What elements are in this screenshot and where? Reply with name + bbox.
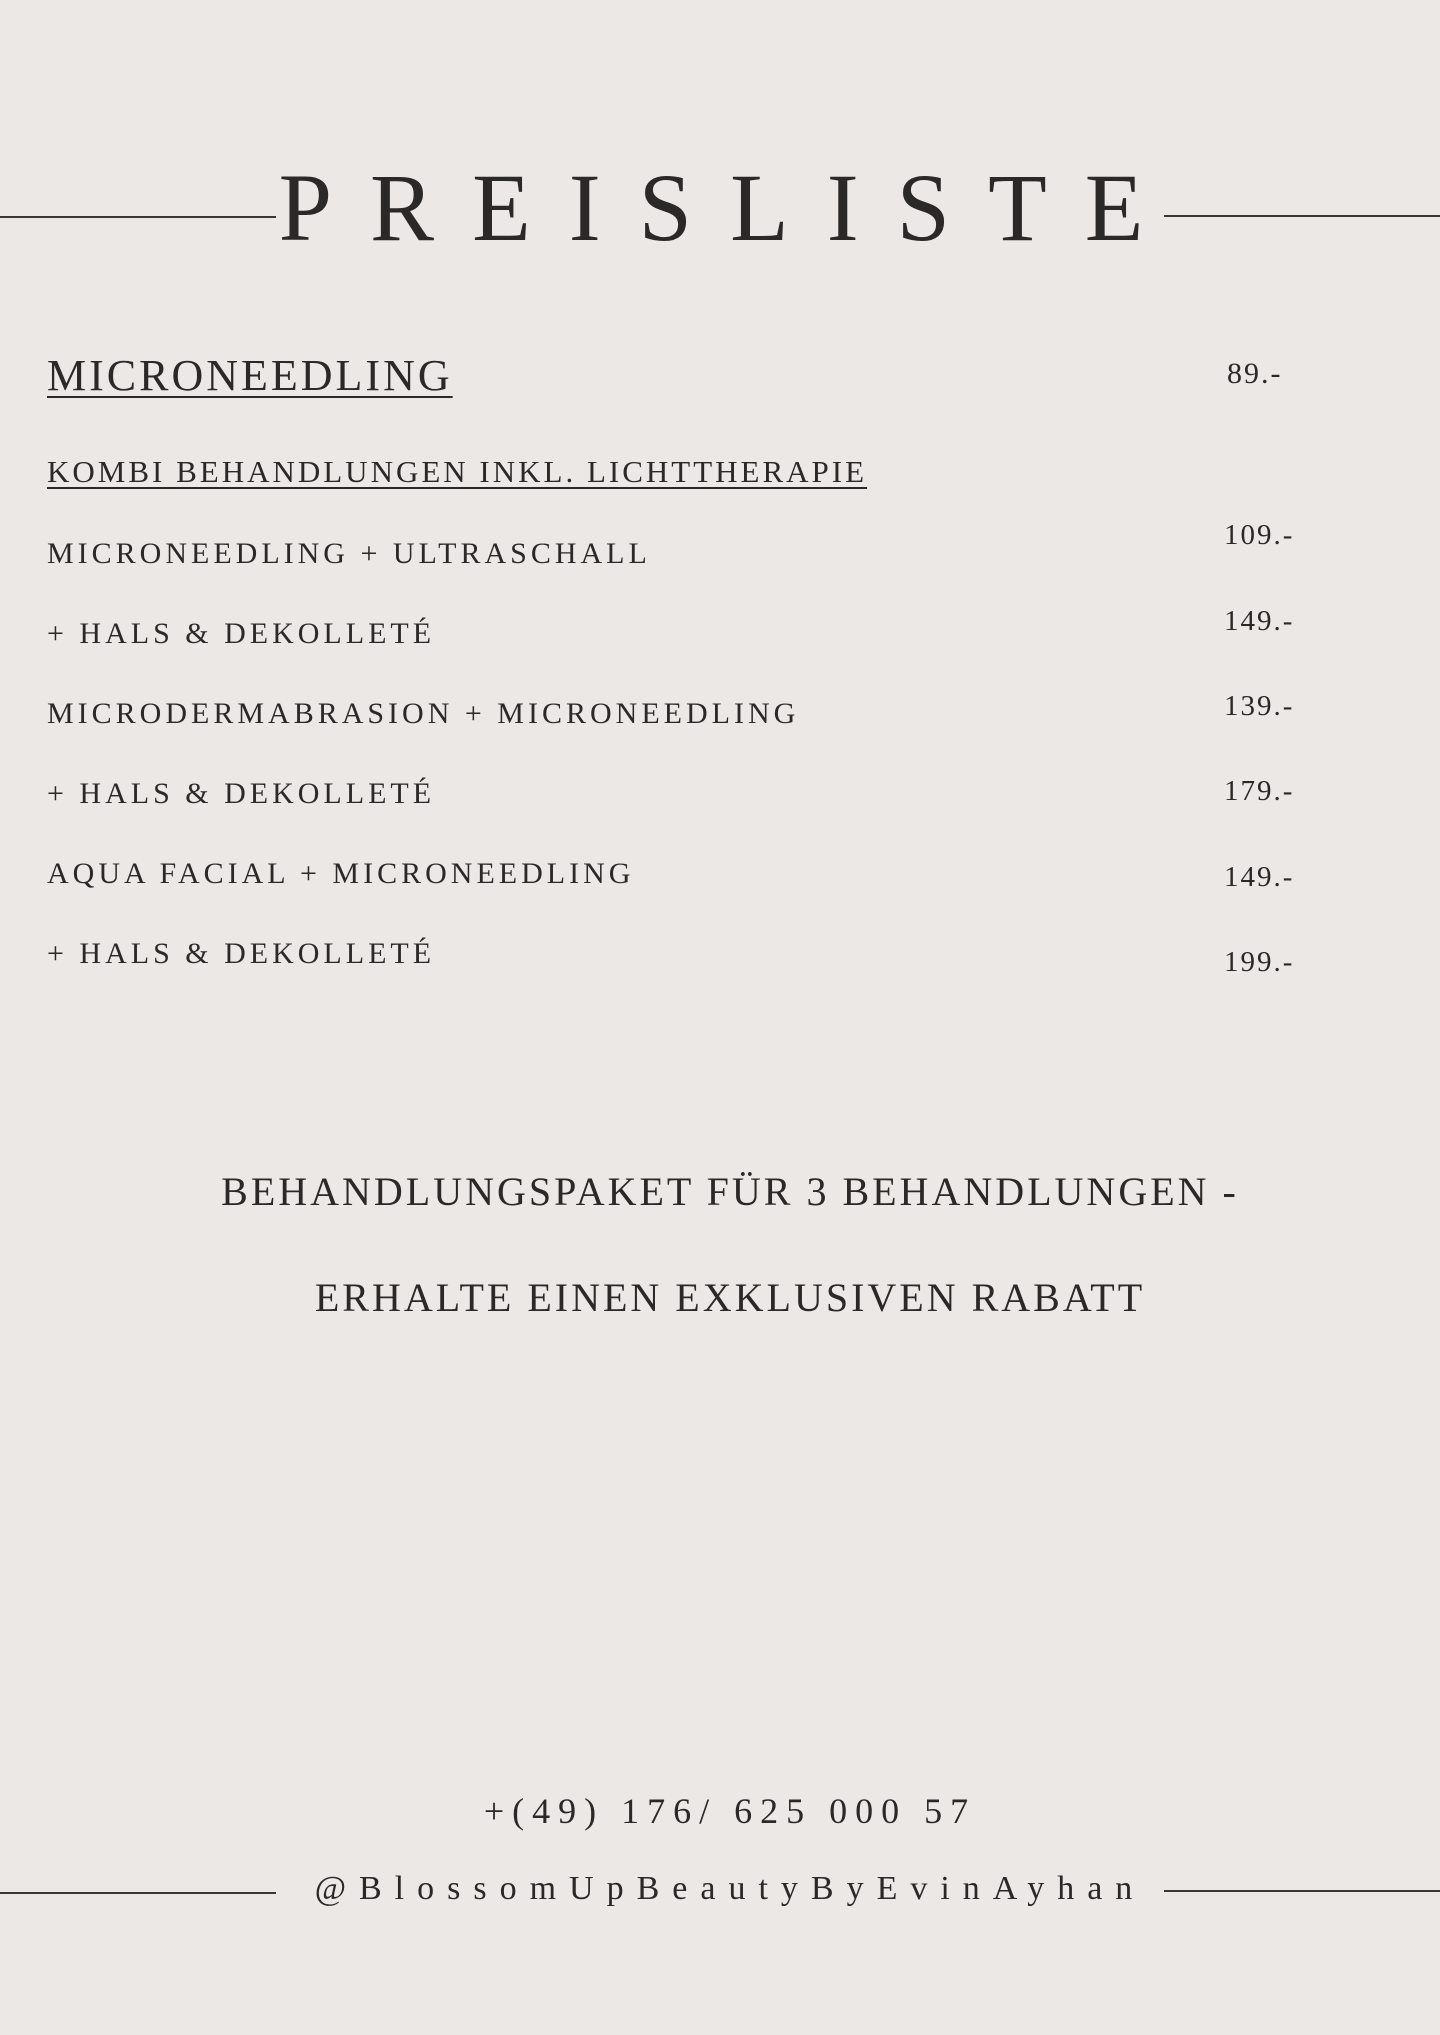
price-item-label: MICRODERMABRASION + MICRONEEDLING (47, 697, 800, 730)
price-item-price: 149.- (1224, 861, 1295, 893)
contact-phone: +(49) 176/ 625 000 57 (483, 1791, 977, 1831)
price-item-label: MICRONEEDLING + ULTRASCHALL (47, 537, 651, 570)
price-item-label: + HALS & DEKOLLETÉ (47, 937, 436, 970)
price-item-price: 179.- (1224, 775, 1295, 807)
price-item-label: + HALS & DEKOLLETÉ (47, 617, 436, 650)
section-heading-microneedling: MICRONEEDLING (47, 351, 453, 400)
price-item-label: AQUA FACIAL + MICRONEEDLING (47, 857, 635, 890)
page-title: PREISLISTE (278, 154, 1182, 261)
promo-line-2: ERHALTE EINEN EXKLUSIVEN RABATT (314, 1275, 1146, 1320)
social-handle: @BlossomUpBeautyByEvinAyhan (314, 1870, 1146, 1907)
price-item-label: + HALS & DEKOLLETÉ (47, 777, 436, 810)
price-item-price: 149.- (1224, 605, 1295, 637)
price-item-price: 199.- (1224, 946, 1295, 978)
price-item-price: 139.- (1224, 690, 1295, 722)
promo-line-1: BEHANDLUNGSPAKET FÜR 3 BEHANDLUNGEN - (221, 1169, 1239, 1214)
subsection-heading-kombi: KOMBI BEHANDLUNGEN INKL. LICHTTHERAPIE (47, 454, 868, 489)
price-item-price: 109.- (1224, 519, 1295, 551)
section-price-microneedling: 89.- (1227, 357, 1283, 390)
